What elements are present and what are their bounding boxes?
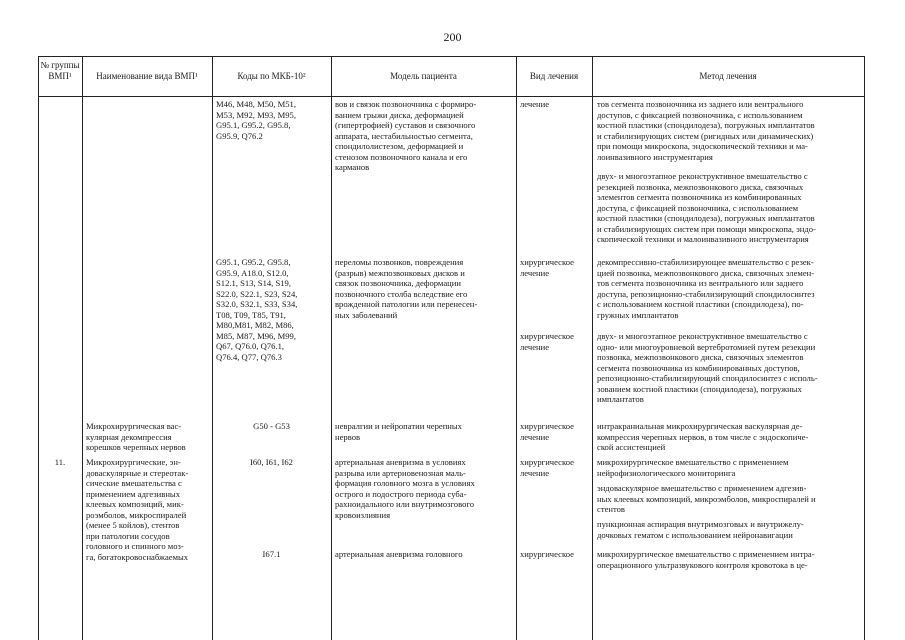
header-treatment-type: Вид лечения: [529, 71, 579, 81]
codes-cell: M46, M48, M50, M51, M53, M92, M93, M95, G95.1, G95.2, G95.8, G95.9, Q76.2: [216, 99, 296, 141]
method-cell: пункционная аспирация внутримозговых и внутрижелу- дочковых гематом с использованием нейронавигации: [597, 519, 804, 540]
method-cell: двух- и многоэтапное реконструктивное вмешательство с резекцией позвонка, межпозвонкового диска, связочных элементов сегмента позвоночника из комбинированных доступа, с фиксацией позвоночника, с использованием костной пластики (спондилодеза), погружных имплантатов и стабилизирующих систем при помощи микроскопа, эндо- скопической техники и малоинвазивного инструментария: [597, 171, 816, 244]
method-cell: двух- и многоэтапное реконструктивное вмешательство с одно- или многоуровневой вертебротомией путем резекции позвонка, межпозвонкового диска, связочных элементов сегмента позвоночника из комбинированных доступов, репозиционно-стабилизирующий спондилосинтез с исполь- зованием костной пластики (спондилодеза), погружных имплантатов: [597, 331, 818, 404]
header-bottom-border: [38, 96, 864, 97]
treatment-type-cell: хирургическое лечение: [520, 257, 574, 278]
column-divider: [212, 56, 213, 640]
header-model: Модель пациента: [390, 71, 457, 81]
codes-cell: I60, I61, I62: [250, 457, 293, 467]
table-top-border: [38, 56, 864, 57]
method-cell: микрохирургическое вмешательство с применением интра- операционного ультразвукового контроля кровотока в це-: [597, 549, 815, 570]
header-group: № группы ВМП¹: [40, 60, 80, 81]
column-divider: [592, 56, 593, 640]
treatment-type-cell: хирургическое лечение: [520, 331, 574, 352]
page-number: 200: [443, 30, 462, 44]
model-cell: невралгии и нейропатии черепных нервов: [335, 421, 462, 442]
method-cell: тов сегмента позвоночника из заднего или вентрального доступов, с фиксацией позвоночника, с использованием костной пластики (спондилодеза), погружных имплантатов и стабилизирующих систем (ригидных или динамических) при помощи микроскопа, эндоскопической техники и ма- лоинвазивного инструментария: [597, 99, 815, 162]
model-cell: артериальная аневризма в условиях разрыва или артериовенозная маль- формация головного мозга в условиях острого и подострого периода суба- рахноидального или внутримозгового кровоизлияния: [335, 457, 475, 520]
group-number: 11.: [54, 457, 66, 467]
treatment-type-cell: хирургическое лечение: [520, 457, 574, 478]
name-cell: Микрохирургические, эн- доваскулярные и стереотак- сические вмешательства с применением адгезивных клеевых композиций, мик- роэмболов, микроспиралей (менее 5 койлов), стентов при патологии сосудов головного и спинного моз- га, богатокровоснабжаемых: [86, 457, 189, 562]
model-cell: артериальная аневризма головного: [335, 549, 463, 559]
method-cell: микрохирургическое вмешательство с применением нейрофизиологического мониторинга: [597, 457, 789, 478]
method-cell: интракраниальная микрохирургическая васкулярная де- компрессия черепных нервов, в том числе с эндоскопиче- ской ассистенцией: [597, 421, 809, 452]
model-cell: вов и связок позвоночника с формиро- ванием грыжи диска, деформацией (гипертрофией) суставов и связочного аппарата, нестабильностью сегмента, спондилолистезом, деформацией и стенозом позвоночного канала и его карманов: [335, 99, 477, 172]
method-cell: эндоваскулярное вмешательство с применением адгезив- ных клеевых композиций, микроэмболов, микроспиралей и стентов: [597, 483, 816, 514]
codes-cell: G50 - G53: [253, 421, 290, 431]
codes-cell: I67.1: [262, 549, 281, 559]
model-cell: переломы позвонков, повреждения (разрыв) межпозвонковых дисков и связок позвоночника, деформации позвоночного столба вследствие его врожденной патологии или перенесен- ных заболеваний: [335, 257, 478, 320]
column-divider: [82, 56, 83, 640]
header-name: Наименование вида ВМП¹: [96, 71, 198, 81]
column-divider: [331, 56, 332, 640]
treatment-type-cell: лечение: [520, 99, 550, 109]
header-method: Метод лечения: [699, 71, 757, 81]
treatment-type-cell: хирургическое лечение: [520, 421, 574, 442]
treatment-type-cell: хирургическое: [520, 549, 574, 559]
column-divider: [864, 56, 865, 640]
codes-cell: G95.1, G95.2, G95.8, G95.9, A18.0, S12.0, S12.1, S13, S14, S19, S22.0, S22.1, S23, S24, S32.0, S32.1, S33, S34, T08, T09, T85, T91, M80,M81, M82, M86, M85, M87, M96, M99, Q67, Q76.0, Q76.1, Q76.4, Q77, Q76.3: [216, 257, 298, 362]
method-cell: декомпрессивно-стабилизирующее вмешательство с резек- цией позвонка, межпозвонкового диска, связочных элемен- тов сегмента позвоночника из вентрального или заднего доступа, репозиционно-стабилизирующий спондилосинтез с использованием костной пластики (спондилодеза), по- гружных имплантатов: [597, 257, 815, 320]
name-cell: Микрохирургическая вас- кулярная декомпрессия корешков черепных нервов: [86, 421, 186, 452]
column-divider: [38, 56, 39, 640]
column-divider: [516, 56, 517, 640]
header-codes: Коды по МКБ-10²: [237, 71, 306, 81]
